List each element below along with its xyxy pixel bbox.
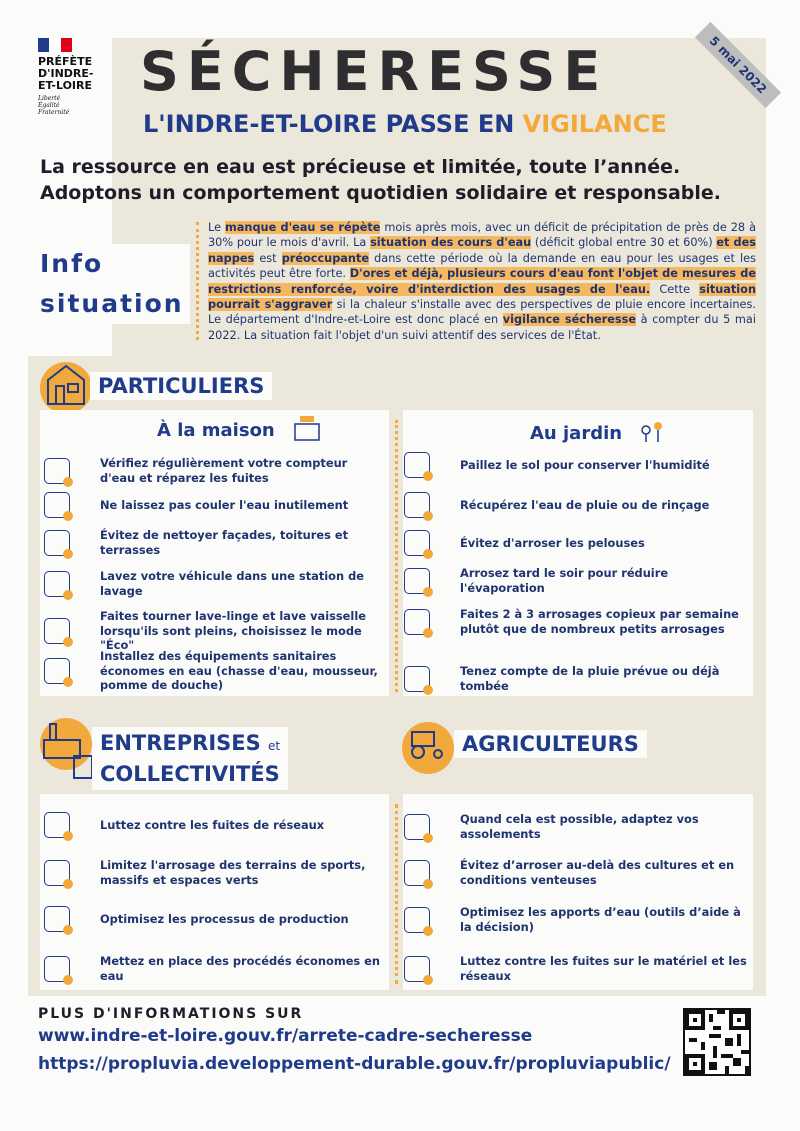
advice-text: Mettez en place des procédés économes en eau [100, 954, 380, 983]
kitchen-icon [292, 414, 322, 442]
advice-row [44, 528, 386, 557]
water-drop-cycle-icon [44, 956, 70, 982]
sprinkler-icon [404, 530, 430, 556]
advice-text: Tenez compte de la pluie prévue ou déjà tombée [460, 664, 720, 693]
info-divider [196, 222, 199, 340]
advice-row [44, 569, 386, 598]
info-highlight: et des nappes [208, 236, 757, 265]
info-text: dans cette période où la demande en eau pour les usages et les activités peut être forte. [208, 251, 757, 281]
rotation-icon [404, 814, 430, 840]
advice-row [404, 905, 752, 934]
advice-row [404, 530, 752, 556]
advice-text: Évitez d'arroser les pelouses [460, 535, 645, 550]
entreprises-title-et: et [268, 739, 281, 753]
info-text: si la chaleur s'installe avec des perspectives de pluie encore incertaines. Le département d'Indre-et-Loire est donc placé en [208, 298, 756, 327]
advice-text: Faites tourner lave-linge et lave vaisselle lorsqu'ils sont pleins, choisissez le mode "Éco" [100, 609, 366, 652]
advice-row [404, 664, 752, 693]
advice-row [44, 858, 386, 887]
advice-text: Vérifiez régulièrement votre compteur d'eau et réparez les fuites [100, 456, 348, 485]
info-highlight: préoccupante [281, 251, 370, 265]
decision-tool-icon [404, 907, 430, 933]
advice-text: Ne laissez pas couler l'eau inutilement [100, 497, 349, 512]
flowers-icon [638, 416, 668, 444]
water-meter-icon [44, 458, 70, 484]
advice-text: Évitez d’arroser au-delà des cultures et en conditions venteuses [460, 858, 735, 887]
moon-icon [404, 568, 430, 594]
prefecture-name: PRÉFÈTE D'INDRE- ET-LOIRE [38, 55, 94, 92]
advice-text: Luttez contre les fuites de réseaux [100, 817, 325, 832]
info-link-propluvia[interactable]: https://propluvia.developpement-durable.gouv.fr/propluviapublic/ [38, 1054, 671, 1074]
advice-row [404, 812, 752, 841]
info-paragraph [208, 220, 756, 343]
advice-text: Installez des équipements sanitaires économes en eau (chasse d'eau, mousseur, pomme de douche) [100, 649, 378, 692]
subtitle-highlight: VIGILANCE [522, 110, 667, 138]
info-link-prefecture[interactable]: www.indre-et-loire.gouv.fr/arrete-cadre-secheresse [38, 1026, 533, 1046]
advice-row [404, 452, 752, 478]
info-highlight: vigilance sécheresse [502, 313, 636, 327]
tractor-icon [404, 722, 452, 762]
advice-row [404, 566, 752, 595]
particuliers-divider [395, 420, 398, 692]
advice-row [44, 456, 386, 485]
more-info-label: PLUS D'INFORMATIONS SUR [38, 1006, 304, 1022]
advice-row [44, 649, 386, 693]
pipe-leak-icon [44, 812, 70, 838]
wind-icon [404, 860, 430, 886]
advice-row [404, 492, 752, 518]
agriculteurs-title: AGRICULTEURS [454, 730, 647, 758]
date-stamp: 5 mai 2022 [695, 22, 781, 108]
prefecture-logo [38, 38, 108, 116]
info-highlight: D'ores et déjà, plusieurs cours d'eau font l'objet de mesures de restrictions renforcée, voire d'interdiction des usages de l'eau. [208, 267, 756, 296]
maison-title: À la maison [157, 420, 275, 441]
advice-row [44, 492, 386, 518]
entreprises-title-2: COLLECTIVITÉS [100, 762, 280, 786]
info-label-1: Info [40, 249, 104, 278]
advice-row [44, 906, 386, 932]
advice-row [404, 607, 752, 636]
car-wash-icon [44, 571, 70, 597]
info-highlight: situation pourrait s'aggraver [208, 282, 756, 312]
lead-line-2: Adoptons un comportement quotidien solidaire et responsable. [40, 182, 722, 204]
advice-text: Récupérez l'eau de pluie ou de rinçage [460, 497, 710, 512]
info-text: Cette [650, 282, 700, 296]
bottom-divider [395, 804, 398, 984]
advice-row [44, 812, 386, 838]
washing-machine-icon [44, 618, 70, 644]
advice-text: Lavez votre véhicule dans une station de lavage [100, 569, 364, 598]
gears-icon [44, 906, 70, 932]
entreprises-title [92, 727, 288, 790]
info-text: à compter du 5 mai 2022. La situation fait l'objet d'un suivi attentif des services de l'État. [208, 313, 756, 342]
house-icon [44, 360, 84, 400]
mulch-icon [404, 452, 430, 478]
faucet-icon [44, 492, 70, 518]
field-sprinkler-icon [44, 860, 70, 886]
advice-text: Optimisez les apports d’eau (outils d’aide à la décision) [460, 905, 741, 934]
equipment-leak-icon [404, 956, 430, 982]
advice-text: Évitez de nettoyer façades, toitures et terrasses [100, 528, 349, 557]
advice-text: Faites 2 à 3 arrosages copieux par semaine plutôt que de nombreux petits arrosages [460, 607, 739, 636]
advice-text: Quand cela est possible, adaptez vos assolements [460, 812, 699, 841]
advice-row [44, 609, 386, 653]
info-text: est [254, 251, 282, 265]
advice-row [44, 954, 386, 983]
subtitle-main: L'INDRE-ET-LOIRE PASSE EN [143, 110, 523, 138]
info-text: (déficit global entre 30 et 60%) [531, 236, 717, 250]
rain-cloud-icon [404, 666, 430, 692]
french-flag-icon [38, 38, 72, 52]
info-label [40, 244, 190, 324]
lead-line-1: La ressource en eau est précieuse et limitée, toute l’année. [40, 156, 681, 178]
jardin-title: Au jardin [530, 423, 623, 444]
info-highlight: manque d'eau se répète [225, 221, 381, 234]
info-text: Le [208, 221, 226, 234]
particuliers-title: PARTICULIERS [90, 372, 272, 400]
factory-icon [40, 718, 96, 782]
advice-text: Paillez le sol pour conserver l'humidité [460, 457, 710, 472]
main-title: SÉCHERESSE [140, 40, 609, 103]
info-label-2: situation [40, 289, 184, 318]
advice-text: Luttez contre les fuites sur le matériel et les réseaux [460, 954, 747, 983]
entreprises-title-1: ENTREPRISES [100, 731, 261, 755]
lead-text [40, 154, 721, 206]
watering-can-icon [404, 609, 430, 635]
shower-icon [44, 658, 70, 684]
advice-text: Optimisez les processus de production [100, 911, 349, 926]
qr-code[interactable] [683, 1008, 751, 1076]
rain-barrel-icon [404, 492, 430, 518]
info-text: mois après mois, avec un déficit de précipitation de près de 28 à 30% pour le mois d'avril. La [208, 221, 756, 250]
info-highlight: situation des cours d'eau [370, 236, 532, 250]
hose-icon [44, 530, 70, 556]
subtitle [143, 110, 667, 138]
advice-text: Arrosez tard le soir pour réduire l'évaporation [460, 566, 669, 595]
advice-text: Limitez l'arrosage des terrains de sports, massifs et espaces verts [100, 858, 366, 887]
republic-motto: Liberté Égalité Fraternité [38, 95, 70, 116]
advice-row [404, 954, 752, 983]
advice-row [404, 858, 752, 887]
